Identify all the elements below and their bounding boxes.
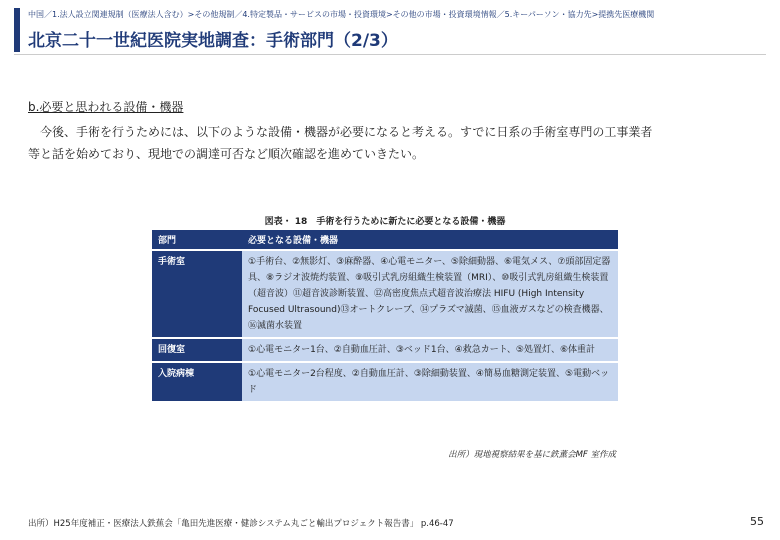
- divider: [14, 54, 766, 55]
- paragraph-line: 今後、手術を行うためには、以下のような設備・機器が必要になると考える。すでに日系の手術室専門の工事業者: [40, 125, 653, 139]
- breadcrumb: 中国／1.法人設立関連規制（医療法人含む）>その他規制／4.特定製品・サービスの市場・投資環境>その他の市場・投資環境情報／5.キーパーソン・協力先>提携先医療機関: [28, 10, 655, 19]
- table-source: 出所）現地視察結果を基に鉄薫会MF 室作成: [448, 450, 616, 460]
- body-paragraph: [28, 121, 756, 165]
- header-items: 必要となる設備・機器: [242, 230, 618, 250]
- footer-source: 出所）H25年度補正・医療法人鉄蕉会「亀田先進医療・健診システム丸ごと輸出プロジェクト報告書」 p.46-47: [28, 519, 454, 529]
- page-title: 北京二十一世紀医院実地調査：手術部門（2/3）: [28, 31, 398, 51]
- table-row: [152, 250, 618, 338]
- title-accent-bar: [14, 8, 20, 52]
- items-cell: ①心電モニター2台程度、②自動血圧計、③除細動装置、④簡易血糖測定装置、⑤電動ベッド: [242, 362, 618, 401]
- dept-cell: 手術室: [152, 250, 242, 338]
- table-row: [152, 362, 618, 401]
- paragraph-line: 等と話を始めており、現地での調達可否など順次確認を進めていきたい。: [28, 147, 425, 161]
- section-subheading: b.必要と思われる設備・機器: [28, 100, 184, 114]
- table-header-row: [152, 230, 618, 250]
- items-cell: ①心電モニター1台、②自動血圧計、③ベッド1台、④救急カート、⑤処置灯、⑥体重計: [242, 338, 618, 362]
- dept-cell: 入院病棟: [152, 362, 242, 401]
- equipment-table: [152, 230, 618, 401]
- dept-cell: 回復室: [152, 338, 242, 362]
- figure-caption: 図表・ 18 手術を行うために新たに必要となる設備・機器: [264, 217, 506, 227]
- table-row: [152, 338, 618, 362]
- items-cell: ①手術台、②無影灯、③麻酔器、④心電モニター、⑤除細動器、⑥電気メス、⑦頭部固定器具、⑧ラジオ波焼灼装置、⑨吸引式乳房組織生検装置（MRI）、⑩吸引式乳房組織生検装置（超音波）⑪超音波診断装置、⑫高密度焦点式超音波治療法 HIFU (High Intensity Focused Ultrasound)⑬オートクレーブ、⑭プラズマ滅菌、⑮血液ガスなどの検査機器、⑯滅菌水装置: [242, 250, 618, 338]
- header-dept: 部門: [152, 230, 242, 250]
- page-number: 55: [750, 515, 764, 528]
